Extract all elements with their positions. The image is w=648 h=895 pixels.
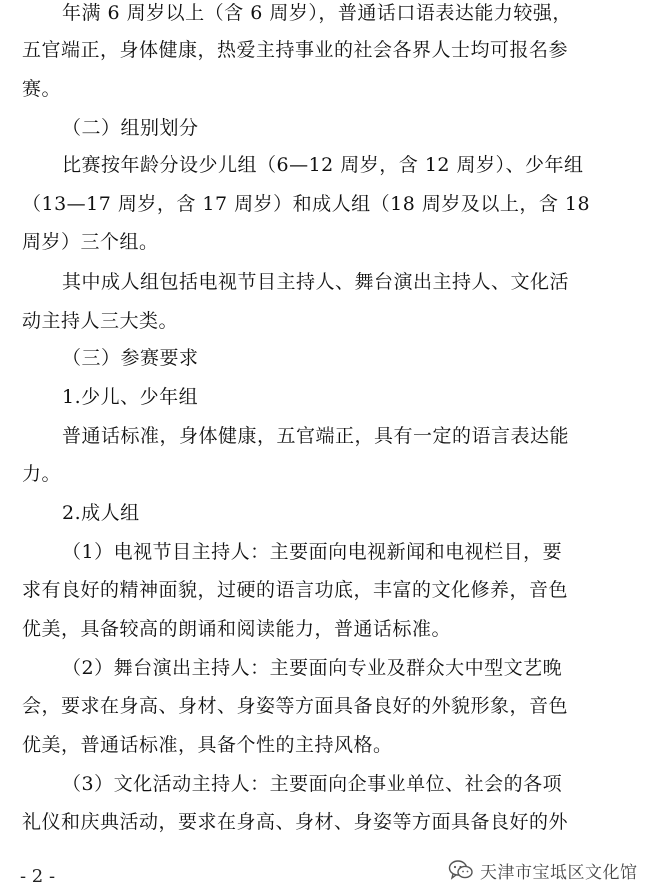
body-line: （13—17 周岁，含 17 周岁）和成人组（18 周岁及以上，含 18: [22, 193, 591, 215]
subsection-heading: 2.成人组: [62, 502, 140, 524]
body-line: 优美，普通话标准，具备个性的主持风格。: [22, 734, 393, 756]
body-line: 礼仪和庆典活动，要求在身高、身材、身姿等方面具备良好的外: [22, 811, 569, 833]
body-line: 赛。: [22, 78, 62, 100]
body-line: 其中成人组包括电视节目主持人、舞台演出主持人、文化活: [62, 271, 570, 293]
body-line: 五官端正，身体健康，热爱主持事业的社会各界人士均可报名参: [22, 39, 569, 61]
body-line: （2）舞台演出主持人：主要面向专业及群众大中型文艺晚: [62, 657, 563, 679]
body-line: 动主持人三大类。: [22, 310, 179, 332]
body-line: （1）电视节目主持人：主要面向电视新闻和电视栏目，要: [62, 541, 563, 563]
body-line: 求有良好的精神面貌，过硬的语言功底，丰富的文化修养，音色: [22, 579, 569, 601]
section-heading: （二）组别划分: [62, 117, 199, 139]
body-line: 力。: [22, 463, 62, 485]
section-heading: （三）参赛要求: [62, 347, 199, 369]
page-number: - 2 -: [20, 866, 56, 887]
watermark: [448, 855, 638, 885]
body-line: 普通话标准，身体健康，五官端正，具有一定的语言表达能: [62, 425, 570, 447]
body-line: 比赛按年龄分设少儿组（6—12 周岁，含 12 周岁）、少年组: [62, 154, 584, 176]
wechat-icon: [448, 859, 474, 881]
body-line: 周岁）三个组。: [22, 231, 159, 253]
body-line: 年满 6 周岁以上（含 6 周岁），普通话口语表达能力较强，: [62, 2, 572, 24]
body-line: 优美，具备较高的朗诵和阅读能力，普通话标准。: [22, 618, 452, 640]
body-line: （3）文化活动主持人：主要面向企事业单位、社会的各项: [62, 773, 563, 795]
watermark-text: 天津市宝坻区文化馆: [480, 862, 638, 883]
body-line: 会，要求在身高、身材、身姿等方面具备良好的外貌形象，音色: [22, 695, 569, 717]
subsection-heading: 1.少儿、少年组: [62, 386, 199, 408]
